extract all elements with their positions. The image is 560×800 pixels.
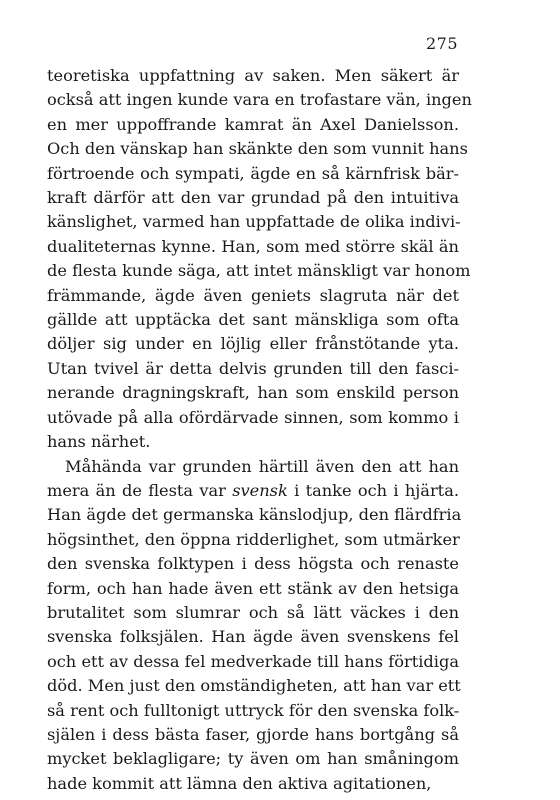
text-line: Han ägde det germanska känslodjup, den flärdfria — [47, 505, 462, 525]
body-text — [47, 64, 472, 796]
text-line: svenska folksjälen. Han ägde även svenskens fel — [47, 627, 459, 647]
text-line: mycket beklagligare; ty även om han småningom — [47, 749, 459, 769]
text-line: mera än de flesta var svensk i tanke och i hjärta. — [47, 480, 459, 500]
text-line: så rent och fulltonigt uttryck för den svenska folk- — [47, 700, 460, 720]
text-line: känslighet, varmed han uppfattade de olika indivi- — [47, 212, 461, 232]
text-line: utövade på alla ofördärvade sinnen, som kommo i — [47, 407, 459, 427]
text-line: själen i dess bästa faser, gjorde hans bortgång så — [47, 724, 459, 744]
text-line: kraft därför att den var grundad på den intuitiva — [47, 188, 459, 208]
text-line: den svenska folktypen i dess högsta och renaste — [47, 554, 459, 574]
text-line: de flesta kunde säga, att intet mänskligt var honom — [47, 261, 471, 281]
text-line: hade kommit att lämna den aktiva agitationen, — [47, 773, 432, 793]
text-line: död. Men just den omständigheten, att han var ett — [47, 676, 461, 696]
text-line: och ett av dessa fel medverkade till hans förtidiga — [47, 651, 459, 671]
text-line: gällde att upptäcka det sant mänskliga som ofta — [47, 310, 459, 330]
text-line: främmande, ägde även geniets slagruta när det — [47, 285, 459, 305]
text-line: teoretiska uppfattning av saken. Men säkert är — [47, 66, 459, 85]
text-line: form, och han hade även ett stänk av den hetsiga — [47, 578, 459, 598]
text-line: dualiteternas kynne. Han, som med större skäl än — [47, 236, 459, 256]
page-number: 275 — [425, 34, 458, 53]
emphasized-word: svensk — [232, 480, 288, 500]
text-line: en mer uppoffrande kamrat än Axel Danielsson. — [47, 114, 459, 134]
text-line: Måhända var grunden härtill även den att han — [65, 456, 459, 476]
text-line: hans närhet. — [47, 432, 151, 452]
text-line: Och den vänskap han skänkte den som vunnit hans — [47, 139, 468, 159]
text-line: också att ingen kunde vara en trofastare vän, ingen — [47, 90, 472, 110]
text-line: nerande dragningskraft, han som enskild person — [47, 383, 459, 403]
text-line: högsinthet, den öppna ridderlighet, som utmärker — [47, 529, 460, 549]
text-line: brutalitet som slumrar och så lätt väckes i den — [47, 602, 459, 622]
text-line: Utan tvivel är detta delvis grunden till den fasci- — [47, 358, 459, 378]
text-line: förtroende och sympati, ägde en så kärnfrisk bär- — [47, 163, 459, 183]
text-line: döljer sig under en löjlig eller frånstötande yta. — [47, 334, 459, 354]
